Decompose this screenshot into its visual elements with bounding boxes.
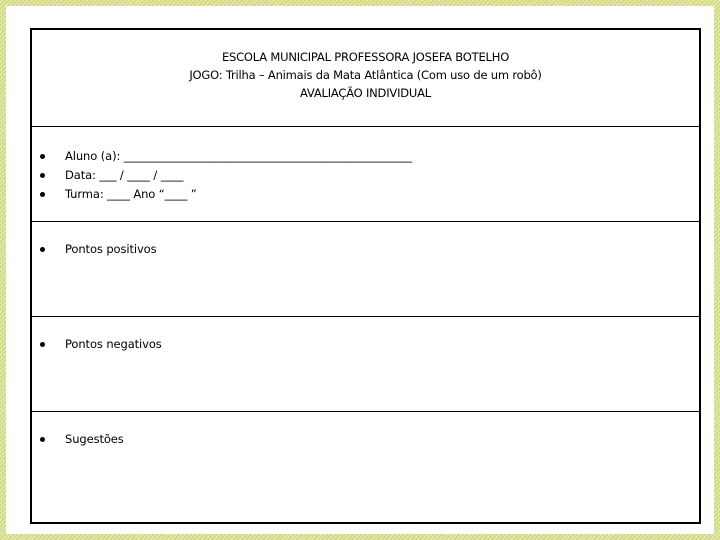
bullet-icon — [40, 247, 45, 252]
game-title: JOGO: Trilha – Animais da Mata Atlântica (Com uso de um robô) — [189, 68, 542, 82]
evaluation-title: AVALIAÇÃO INDIVIDUAL — [299, 86, 432, 100]
evaluation-form — [30, 28, 701, 524]
bullet-icon — [40, 173, 45, 178]
school-name: ESCOLA MUNICIPAL PROFESSORA JOSEFA BOTELHO — [221, 50, 510, 64]
header-text — [32, 48, 699, 102]
positive-points-label: Pontos positivos — [65, 242, 157, 256]
bullet-icon — [40, 437, 45, 442]
bullet-icon — [40, 192, 45, 197]
negative-points-section[interactable] — [32, 316, 699, 411]
suggestions-section[interactable] — [32, 411, 699, 522]
date-field[interactable]: Data: ___ / ____ / ____ — [65, 168, 184, 182]
bullet-icon — [40, 154, 45, 159]
student-info-section — [32, 126, 699, 221]
student-name-field[interactable]: Aluno (a): ___________________________________________________ — [65, 149, 412, 163]
bullet-icon — [40, 342, 45, 347]
class-field[interactable]: Turma: ____ Ano “____ ” — [65, 187, 197, 201]
negative-points-label: Pontos negativos — [65, 337, 162, 351]
form-header — [32, 30, 699, 126]
positive-points-section[interactable] — [32, 221, 699, 316]
suggestions-label: Sugestões — [65, 432, 124, 446]
page-sheet — [6, 6, 714, 534]
